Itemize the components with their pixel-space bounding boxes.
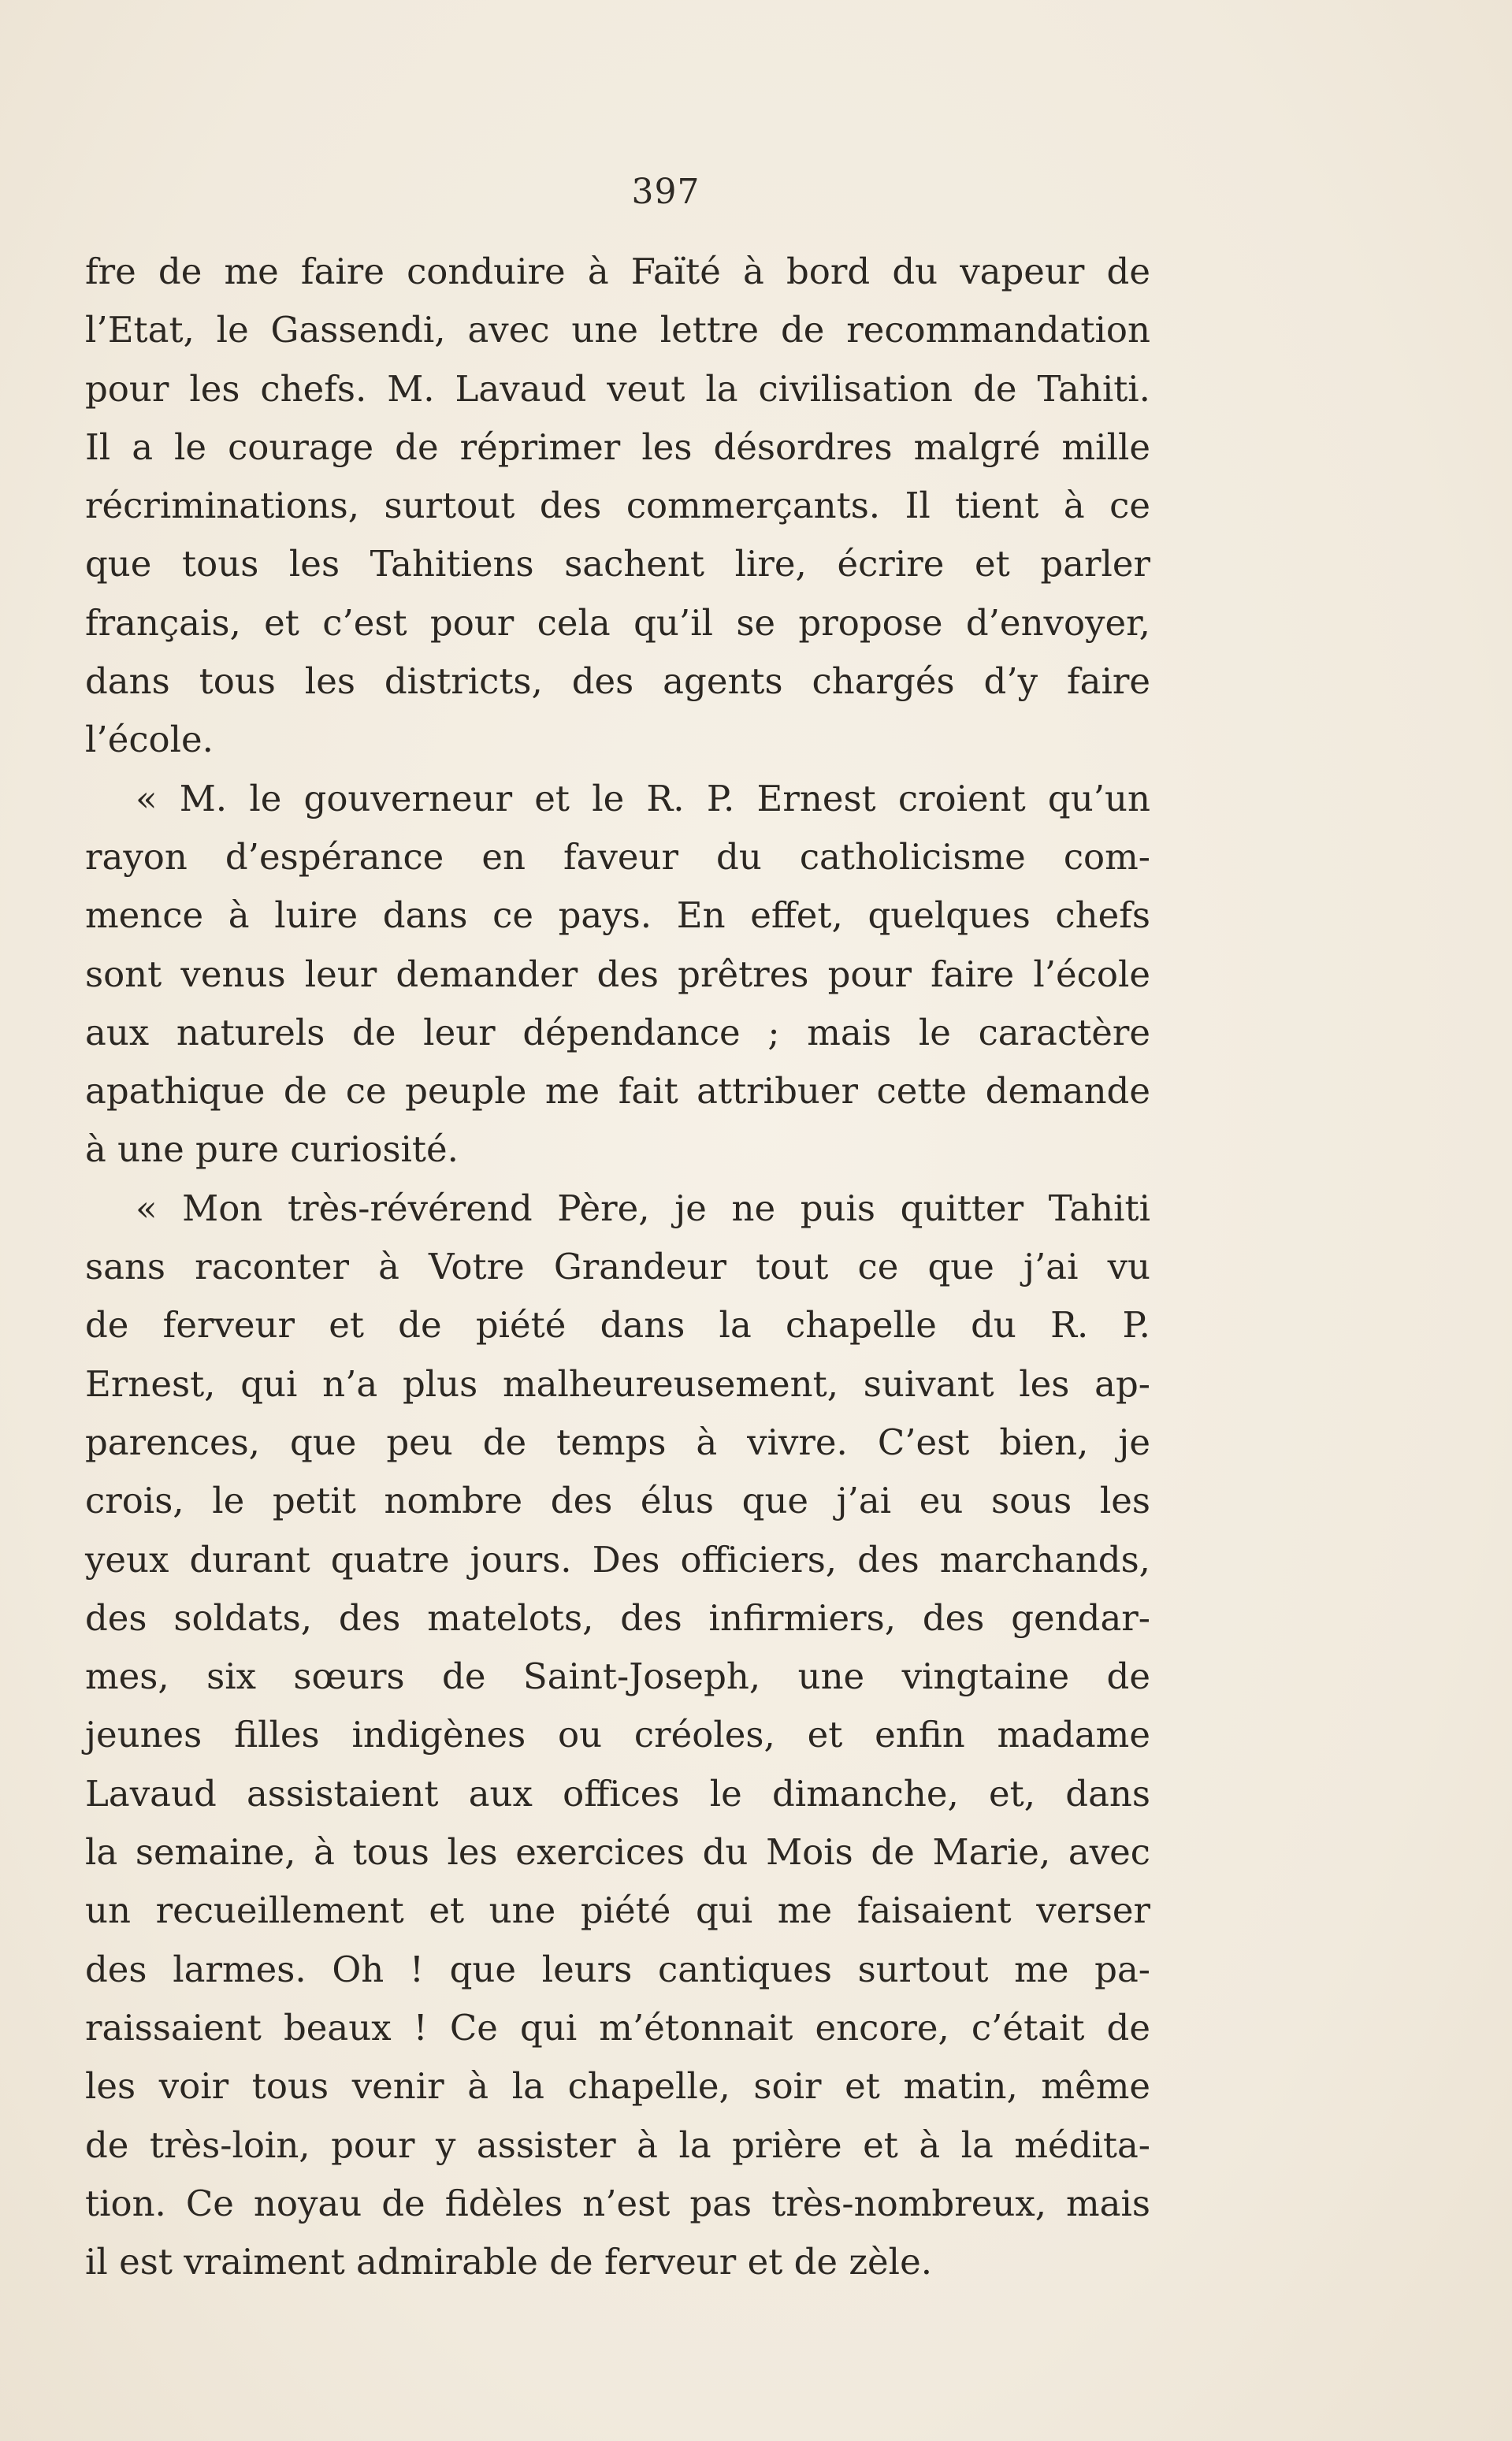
text-line: l’Etat, le Gassendi, avec une lettre de recommandation	[85, 309, 1150, 351]
text-line: Ernest, qui n’a plus malheureusement, suivant les ap-	[85, 1362, 1150, 1405]
text-line: rayon d’espérance en faveur du catholicisme com-	[85, 835, 1150, 878]
text-line: récriminations, surtout des commerçants. Il tient à ce	[85, 485, 1150, 527]
text-line: aux naturels de leur dépendance ; mais le caractère	[85, 1011, 1150, 1053]
text-line: français, et c’est pour cela qu’il se propose d’envoyer,	[85, 601, 1150, 644]
text-line: Lavaud assistaient aux offices le dimanche, et, dans	[85, 1772, 1150, 1815]
text-line: mes, six sœurs de Saint-Joseph, une vingtaine de	[85, 1655, 1150, 1698]
text-line: « Mon très-révérend Père, je ne puis quitter Tahiti	[136, 1187, 1150, 1229]
text-line: sans raconter à Votre Grandeur tout ce que j’ai vu	[85, 1246, 1150, 1288]
text-line: Il a le courage de réprimer les désordres malgré mille	[85, 425, 1150, 468]
text-line: mence à luire dans ce pays. En effet, quelques chefs	[85, 894, 1150, 937]
text-line: de très-loin, pour y assister à la prière et à la médita-	[85, 2123, 1150, 2166]
text-line: que tous les Tahitiens sachent lire, écrire et parler	[85, 543, 1150, 585]
text-line: dans tous les districts, des agents chargés d’y faire	[85, 660, 1150, 703]
text-line: pour les chefs. M. Lavaud veut la civilisation de Tahiti.	[85, 367, 1150, 410]
text-line: raissaient beaux ! Ce qui m’étonnait encore, c’était de	[85, 2006, 1150, 2049]
text-line: tion. Ce noyau de fidèles n’est pas très-nombreux, mais	[85, 2182, 1150, 2224]
text-line: de ferveur et de piété dans la chapelle du R. P.	[85, 1304, 1150, 1347]
text-line: sont venus leur demander des prêtres pour faire l’école	[85, 953, 1150, 995]
text-line: fre de me faire conduire à Faïté à bord du vapeur de	[85, 251, 1150, 292]
text-line: un recueillement et une piété qui me faisaient verser	[85, 1889, 1150, 1932]
body-text	[85, 243, 1150, 2291]
text-line: les voir tous venir à la chapelle, soir et matin, même	[85, 2065, 1150, 2108]
page-number: 397	[631, 172, 700, 212]
text-line: « M. le gouverneur et le R. P. Ernest croient qu’un	[136, 777, 1150, 819]
text-line: crois, le petit nombre des élus que j’ai eu sous les	[85, 1480, 1150, 1522]
text-line: apathique de ce peuple me fait attribuer cette demande	[85, 1070, 1150, 1113]
text-line: il est vraiment admirable de ferveur et de zèle.	[85, 2241, 933, 2283]
text-line: la semaine, à tous les exercices du Mois de Marie, avec	[85, 1831, 1150, 1874]
text-line: yeux durant quatre jours. Des officiers, des marchands,	[85, 1538, 1150, 1581]
text-line: parences, que peu de temps à vivre. C’est bien, je	[85, 1421, 1150, 1463]
text-line: à une pure curiosité.	[85, 1128, 459, 1171]
text-line: des larmes. Oh ! que leurs cantiques surtout me pa-	[85, 1948, 1150, 1990]
text-line: jeunes filles indigènes ou créoles, et enfin madame	[85, 1714, 1150, 1756]
text-line: l’école.	[85, 719, 214, 761]
text-line: des soldats, des matelots, des infirmiers, des gendar-	[85, 1596, 1150, 1639]
